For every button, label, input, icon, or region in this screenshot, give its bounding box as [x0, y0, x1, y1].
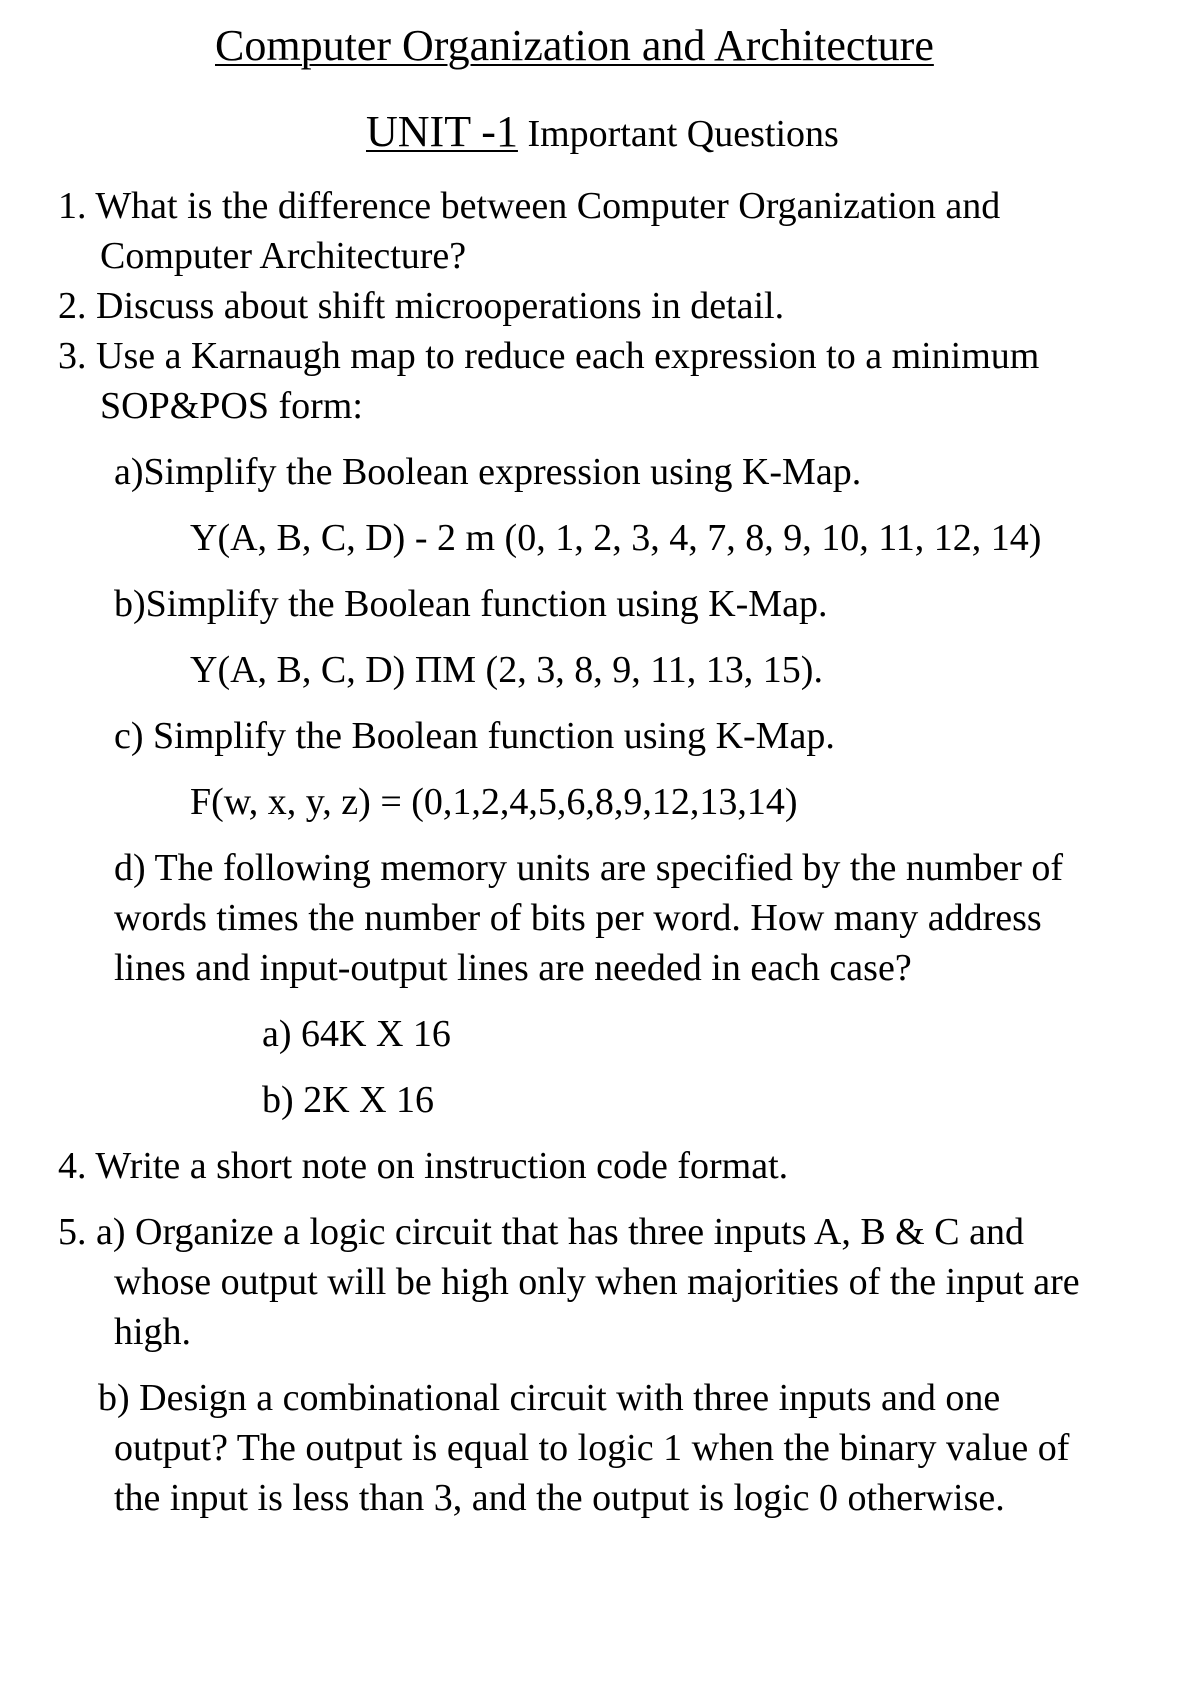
- question-5b-line-1: b) Design a combinational circuit with three inputs and one: [98, 1377, 1001, 1419]
- question-3d-line-1: d) The following memory units are specified by the number of: [114, 847, 1064, 889]
- question-3d-line-3: lines and input-output lines are needed in each case?: [114, 947, 912, 989]
- question-4: 4. Write a short note on instruction code format.: [58, 1145, 789, 1187]
- question-5a-line-1: 5. a) Organize a logic circuit that has three inputs A, B & C and: [58, 1211, 1024, 1253]
- question-2: 2. Discuss about shift microoperations in detail.: [58, 285, 785, 327]
- question-1-line-1: 1. What is the difference between Computer Organization and: [58, 185, 1001, 227]
- unit-heading: [366, 108, 839, 156]
- question-3-line-2: SOP&POS form:: [100, 385, 363, 427]
- unit-label: UNIT -1: [366, 107, 518, 156]
- question-5b-line-3: the input is less than 3, and the output is logic 0 otherwise.: [114, 1477, 1005, 1519]
- question-5b-line-2: output? The output is equal to logic 1 when the binary value of: [114, 1427, 1070, 1469]
- question-3c-label: c) Simplify the Boolean function using K-Map.: [114, 715, 835, 757]
- question-3c-expression: F(w, x, y, z) = (0,1,2,4,5,6,8,9,12,13,14): [190, 781, 798, 823]
- question-5a-line-2: whose output will be high only when majorities of the input are: [114, 1261, 1080, 1303]
- document-title: Computer Organization and Architecture: [215, 21, 934, 70]
- question-3d-line-2: words times the number of bits per word. How many address: [114, 897, 1042, 939]
- question-3a-label: a)Simplify the Boolean expression using K-Map.: [114, 451, 862, 493]
- question-3-line-1: 3. Use a Karnaugh map to reduce each expression to a minimum: [58, 335, 1040, 377]
- question-3b-expression: Y(A, B, C, D) ΠM (2, 3, 8, 9, 11, 13, 15).: [190, 649, 823, 691]
- question-5a-line-3: high.: [114, 1311, 192, 1353]
- question-3d-option-a: a) 64K X 16: [262, 1013, 451, 1055]
- question-1-line-2: Computer Architecture?: [100, 235, 467, 277]
- question-3b-label: b)Simplify the Boolean function using K-Map.: [114, 583, 828, 625]
- question-3a-expression: Y(A, B, C, D) - 2 m (0, 1, 2, 3, 4, 7, 8, 9, 10, 11, 12, 14): [190, 517, 1042, 559]
- unit-heading-text: Important Questions: [517, 113, 839, 155]
- question-3d-option-b: b) 2K X 16: [262, 1079, 435, 1121]
